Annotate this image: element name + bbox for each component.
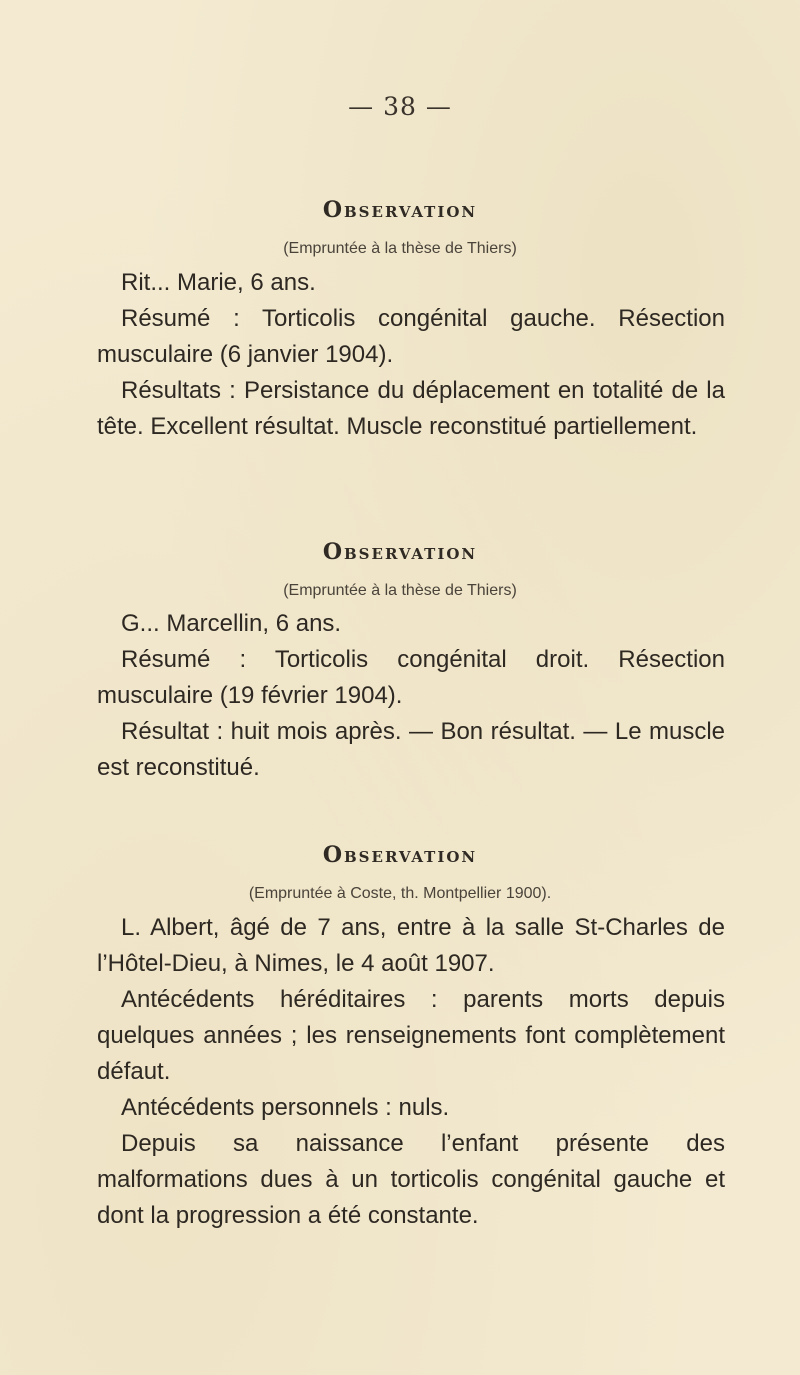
paragraph: Résultats : Persistance du déplacement en totalité de la tête. Excellent résultat. Muscle reconstitué partiellement.: [97, 377, 725, 440]
observation-body-3: [97, 910, 725, 1234]
observation-heading-3: [0, 840, 800, 904]
observation-title: Observation: [322, 842, 478, 868]
paragraph: G... Marcellin, 6 ans.: [121, 610, 342, 637]
paragraph: Depuis sa naissance l’enfant présente des malformations dues à un torticolis congénital gauche et dont la progression a été constante.: [97, 1130, 725, 1229]
observation-source: (Empruntée à la thèse de Thiers): [283, 240, 517, 257]
observation-title: Observation: [322, 539, 478, 565]
observation-body-1: [97, 265, 725, 445]
observation-source: (Empruntée à la thèse de Thiers): [283, 582, 517, 599]
observation-title: Observation: [322, 197, 478, 223]
paragraph: Antécédents personnels : nuls.: [121, 1094, 450, 1121]
observation-heading-2: [0, 537, 800, 601]
paragraph: Résumé : Torticolis congénital droit. Résection musculaire (19 février 1904).: [97, 646, 725, 709]
paragraph: L. Albert, âgé de 7 ans, entre à la salle St-Charles de l’Hôtel-Dieu, à Nimes, le 4 août 1907.: [97, 914, 725, 977]
paragraph: Rit... Marie, 6 ans.: [121, 269, 316, 296]
paragraph: Résumé : Torticolis congénital gauche. Résection musculaire (6 janvier 1904).: [97, 305, 725, 368]
observation-source: (Empruntée à Coste, th. Montpellier 1900).: [248, 885, 552, 902]
paragraph: Antécédents héréditaires : parents morts depuis quelques années ; les renseignements font complètement défaut.: [97, 986, 725, 1085]
observation-heading-1: [0, 195, 800, 259]
page-number: — 38 —: [348, 92, 452, 121]
paragraph: Résultat : huit mois après. — Bon résultat. — Le muscle est reconstitué.: [97, 718, 725, 781]
observation-body-2: [97, 606, 725, 786]
